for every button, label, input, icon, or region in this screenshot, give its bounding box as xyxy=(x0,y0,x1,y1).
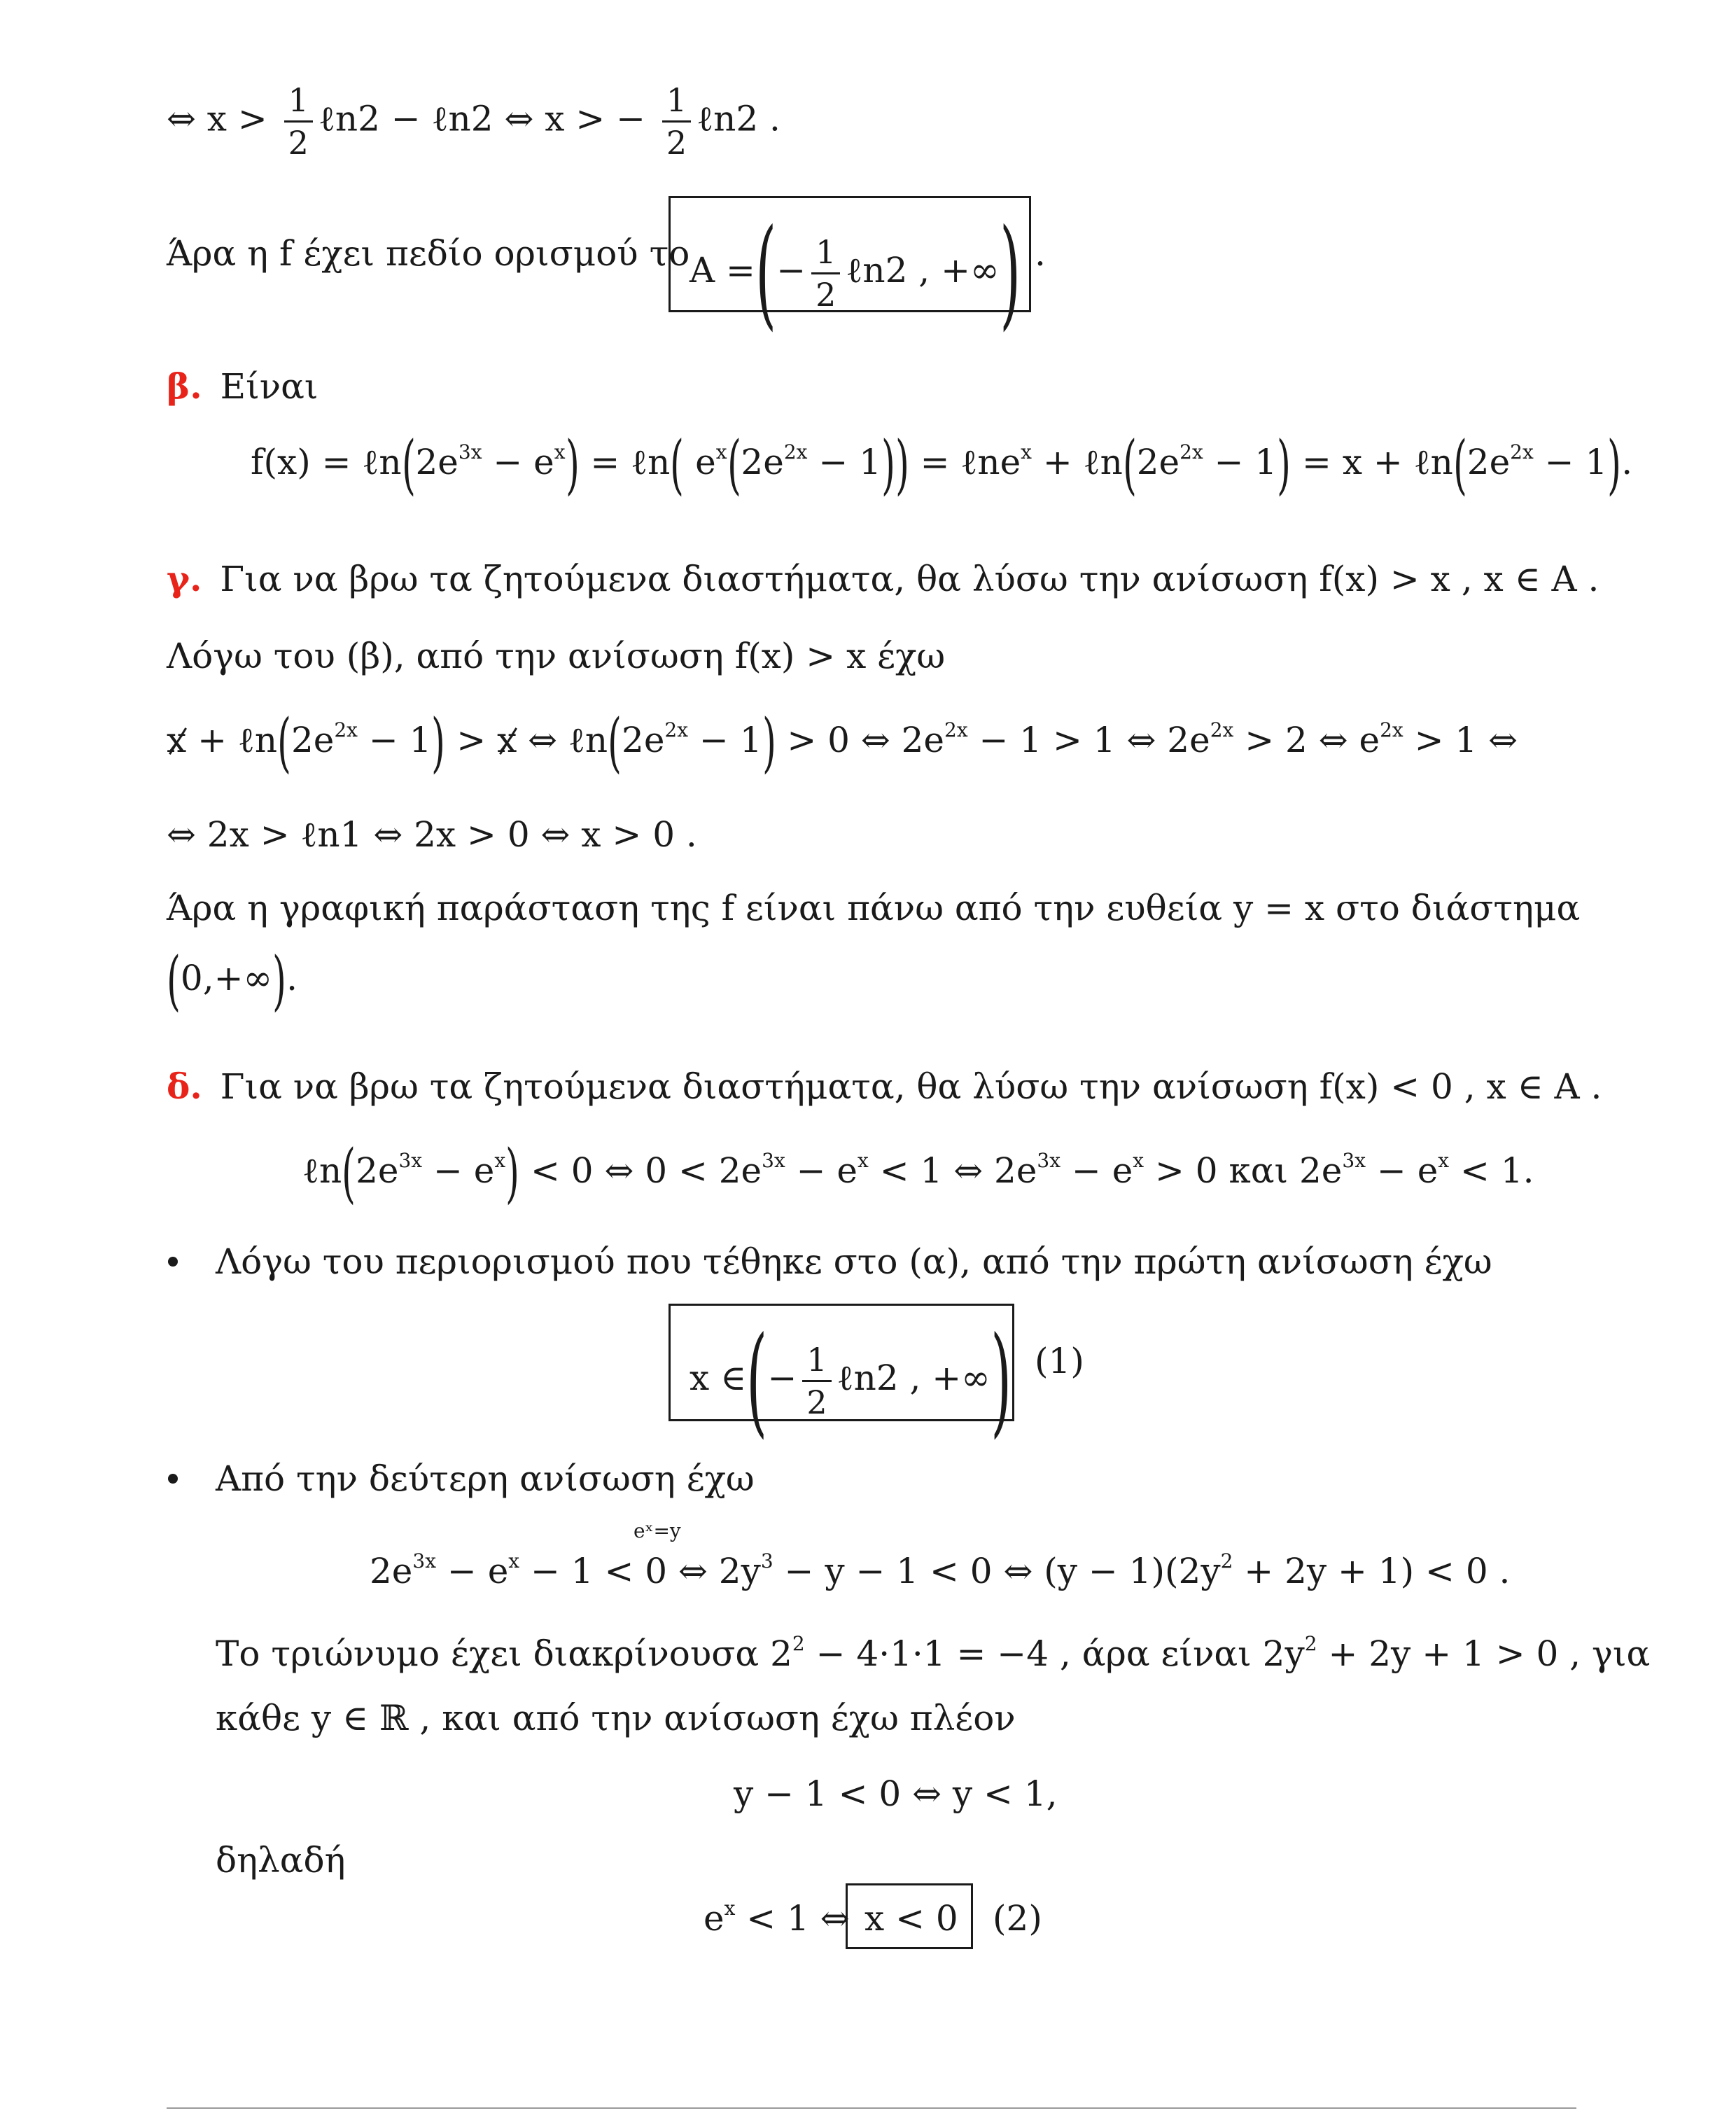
section-gamma xyxy=(167,557,1599,601)
delta-line-3 xyxy=(216,1239,1492,1284)
denominator: 2 xyxy=(806,1383,827,1421)
text: − y − 1 < 0 ⇔ (y − 1)(2y xyxy=(773,1551,1221,1591)
section-label: δ. xyxy=(167,1066,202,1107)
domain-box-content xyxy=(690,204,1021,342)
sup: 2x xyxy=(1210,718,1234,741)
sup: 3 xyxy=(760,1549,774,1572)
text: (1) xyxy=(1035,1341,1084,1381)
cancelled-x: x xyxy=(497,718,517,762)
denominator: 2 xyxy=(666,124,687,162)
fraction xyxy=(811,232,840,314)
delta-line-10 xyxy=(216,1838,346,1883)
text: − xyxy=(767,1358,797,1398)
text: + 2y + 1) < 0 . xyxy=(1233,1551,1511,1591)
text: ℓn xyxy=(302,1150,342,1191)
text: 2e xyxy=(415,442,458,482)
delta-line-5 xyxy=(216,1456,755,1501)
text: − 1 < 0 ⇔ 2y xyxy=(519,1551,761,1591)
cancelled-x: x xyxy=(167,718,186,762)
line-2-end xyxy=(1035,231,1046,276)
text: < 1 ⇔ 2e xyxy=(868,1150,1037,1191)
numerator: 1 xyxy=(662,84,691,123)
sup: 2x xyxy=(1180,440,1203,463)
bracket-right: ) xyxy=(990,1311,1011,1450)
delta-line-11 xyxy=(704,1896,850,1941)
line-1 xyxy=(167,81,780,162)
text: e xyxy=(684,442,716,482)
text: − 4·1·1 = −4 , άρα είναι 2y xyxy=(804,1633,1305,1674)
beta-equation: $f(x) = \ell n(2e^{3x} - e^x)$ = ℓn( $e^x(2e^{2x} - 1)$) = ℓne$^x$ + $\ell n(2e^{2x} - 1) = x$ + $\ell n(2e^{2x} - 1)$. xyxy=(251,427,1633,502)
text: x ∈ xyxy=(690,1358,747,1398)
section-delta xyxy=(167,1064,1602,1109)
sup: 3x xyxy=(762,1149,785,1172)
text: + 2y + 1 > 0 , για xyxy=(1317,1633,1651,1674)
text: κάθε y ∈ ℝ , και από την ανίσωση έχω πλέον xyxy=(216,1698,1016,1738)
text: y − 1 < 0 ⇔ y < 1, xyxy=(734,1773,1058,1814)
equation-tag-1 xyxy=(1035,1339,1084,1383)
text: δηλαδή xyxy=(216,1840,346,1881)
text: Άρα η f έχει πεδίο ορισμού το xyxy=(167,233,690,274)
text: 2e xyxy=(741,442,784,482)
text: Το τριώνυμο έχει διακρίνουσα 2 xyxy=(216,1633,792,1674)
text: = ℓne xyxy=(909,442,1021,482)
bracket-right: ) xyxy=(999,204,1021,342)
text: > 0 και 2e xyxy=(1144,1150,1343,1191)
text: − 1 xyxy=(807,442,881,482)
text: 2e xyxy=(1466,442,1511,482)
numerator: 1 xyxy=(284,84,313,123)
text: > 1 ⇔ xyxy=(1403,720,1518,760)
bracket-left: ( xyxy=(755,204,776,342)
fraction xyxy=(662,81,691,162)
text: Λόγω του περιορισμού που τέθηκε στο (α), από την πρώτη ανίσωση έχω xyxy=(216,1241,1492,1282)
sup: x xyxy=(494,1149,506,1172)
text: − e xyxy=(1366,1150,1438,1191)
text: 2e xyxy=(356,1150,399,1191)
text: = x + ℓn xyxy=(1291,442,1453,482)
sup: x xyxy=(554,440,566,463)
section-label: γ. xyxy=(167,558,202,599)
delta-line-6 xyxy=(370,1549,1510,1594)
delta-line-2: $\ell n(2e^{3x} - e^x) < 0$ ⇔ $0 < 2e^{3x} - e^x < 1$ ⇔ $2e^{3x} - e^x > 0$ και $2e^{3x} - e^x < 1$. xyxy=(302,1136,1534,1211)
text: (2) xyxy=(993,1898,1042,1939)
text: . xyxy=(1035,233,1046,274)
sup: 3x xyxy=(412,1549,437,1572)
result-box-2-content xyxy=(864,1896,958,1941)
text: f(x) = ℓn xyxy=(251,442,402,482)
sup: 3x xyxy=(398,1149,423,1172)
section-beta xyxy=(167,364,318,409)
text: . xyxy=(286,958,298,998)
sup: 3x xyxy=(1037,1149,1061,1172)
text: − e xyxy=(482,442,554,482)
sup: 2x xyxy=(664,718,689,741)
sup: x xyxy=(1438,1149,1450,1172)
text: Είναι xyxy=(220,366,318,407)
sup: x xyxy=(508,1549,520,1572)
bracket-left: ( xyxy=(746,1311,768,1450)
footer-rule xyxy=(167,2107,1576,2109)
text: 0,+∞ xyxy=(180,958,273,998)
sup: 2x xyxy=(334,718,358,741)
text: < 1. xyxy=(1449,1150,1534,1191)
gamma-line-5 xyxy=(167,886,1580,930)
text: > 0 ⇔ 2e xyxy=(776,720,945,760)
sup: 3x xyxy=(458,440,482,463)
text: − 1 xyxy=(1203,442,1278,482)
text: Άρα η γραφική παράσταση της f είναι πάνω από την ευθεία y = x στο διάστημα xyxy=(167,888,1581,928)
sup: 2 xyxy=(1304,1632,1317,1655)
text: x < 0 xyxy=(864,1898,958,1939)
bullet xyxy=(168,1257,178,1267)
text: 2e xyxy=(1136,442,1180,482)
text: = ℓn xyxy=(579,442,671,482)
text: Από την δεύτερη ανίσωση έχω xyxy=(216,1458,755,1499)
text: + ℓn xyxy=(186,720,278,760)
sup: 2 xyxy=(792,1632,805,1655)
sup: x xyxy=(715,440,727,463)
text: − e xyxy=(422,1150,495,1191)
text: Για να βρω τα ζητούμενα διαστήματα, θα λύσω την ανίσωση f(x) > x , x ∈ A . xyxy=(220,559,1600,599)
text: − 1 > 1 ⇔ 2e xyxy=(967,720,1210,760)
text: > xyxy=(445,720,498,760)
text: − e xyxy=(1060,1150,1133,1191)
text: + ℓn xyxy=(1031,442,1123,482)
text: ℓn2 − ℓn2 ⇔ x > − xyxy=(318,98,657,139)
text: e xyxy=(704,1898,724,1939)
text: ⇔ 2x > ℓn1 ⇔ 2x > 0 ⇔ x > 0 . xyxy=(167,814,697,855)
fraction xyxy=(284,81,313,162)
text: − xyxy=(776,250,806,291)
text: ⇔ ℓn xyxy=(517,720,608,760)
text: > 2 ⇔ e xyxy=(1233,720,1380,760)
sup: 2x xyxy=(783,440,808,463)
text: − 1 xyxy=(1533,442,1608,482)
text: − 1 xyxy=(688,720,762,760)
bullet xyxy=(168,1474,178,1484)
section-label: β. xyxy=(167,365,202,407)
text: . xyxy=(1621,442,1633,482)
gamma-line-3: $x + \ell n(2e^{2x} - 1) > x$ ⇔ $\ell n(2e^{2x} - 1) > 0$ ⇔ $2e^{2x} - 1 > 1$ ⇔ $2e^{2x} > 2$ ⇔ $e^{2x} > 1$ ⇔ xyxy=(167,705,1518,780)
sup: 3x xyxy=(1342,1149,1366,1172)
text: − 1 xyxy=(357,720,432,760)
numerator: 1 xyxy=(811,236,840,274)
text: ℓn2 . xyxy=(696,98,780,139)
delta-line-9 xyxy=(734,1771,1058,1816)
gamma-line-4 xyxy=(167,812,697,857)
sup: 2x xyxy=(1510,440,1534,463)
denominator: 2 xyxy=(288,124,309,162)
substitution-note xyxy=(634,1519,681,1542)
sup: x xyxy=(724,1897,736,1920)
text: − e xyxy=(785,1150,858,1191)
gamma-line-2 xyxy=(167,634,945,678)
text: A = xyxy=(690,250,755,291)
interval-box-1-content xyxy=(690,1311,1011,1450)
delta-line-8 xyxy=(216,1696,1016,1741)
numerator: 1 xyxy=(802,1344,831,1382)
denominator: 2 xyxy=(816,275,836,314)
text: ⇔ x > xyxy=(167,98,279,139)
sup: 2 xyxy=(1220,1549,1233,1572)
text: Λόγω του (β), από την ανίσωση f(x) > x έχω xyxy=(167,636,946,676)
text: ℓn2 , +∞ xyxy=(836,1358,990,1398)
fraction xyxy=(802,1340,831,1421)
delta-line-7 xyxy=(216,1631,1650,1676)
text: 2e xyxy=(370,1551,413,1591)
text: < 1 ⇔ xyxy=(735,1898,850,1939)
text: ℓn2 , +∞ xyxy=(846,250,1000,291)
sup: 2x xyxy=(944,718,968,741)
text: eˣ=y xyxy=(634,1519,681,1542)
equation-tag-2 xyxy=(993,1896,1042,1941)
sup: 2x xyxy=(1380,718,1404,741)
text: Για να βρω τα ζητούμενα διαστήματα, θα λύσω την ανίσωση f(x) < 0 , x ∈ A . xyxy=(220,1066,1602,1107)
gamma-line-6: (0,+∞). xyxy=(167,943,298,1018)
text: < 0 ⇔ 0 < 2e xyxy=(519,1150,762,1191)
sup: x xyxy=(1021,440,1032,463)
line-2 xyxy=(167,231,690,276)
text: − e xyxy=(436,1551,509,1591)
sup: x xyxy=(1133,1149,1144,1172)
text: 2e xyxy=(290,720,335,760)
sup: x xyxy=(858,1149,869,1172)
text: 2e xyxy=(622,720,665,760)
